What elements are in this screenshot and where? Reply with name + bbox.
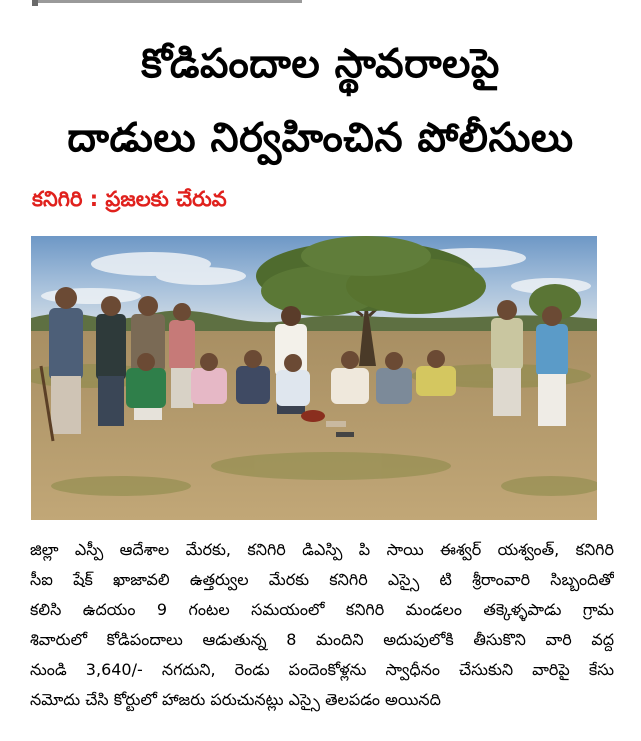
news-photo: [31, 236, 597, 520]
article-body: [30, 535, 614, 715]
headline-line-2: దాడులు నిర్వహించిన పోలీసులు: [67, 115, 574, 161]
body-line: జిల్లా ఎస్పీ ఆదేశాల మేరకు, కనిగిరి డిఎస్పి పి సాయి ఈశ్వర్ యశ్వంత్, కనిగిరి: [30, 540, 614, 559]
top-cropped-strip: [32, 0, 302, 6]
body-line: నుండి 3,640/- నగదుని, రెండు పందెంకోళ్లను స్వాధీనం చేసుకుని వారిపై కేసు: [30, 660, 614, 679]
dateline: కనిగిరి : ప్రజలకు చేరువ: [32, 187, 227, 211]
body-line: శివారులో కోడిపందాలు ఆడుతున్న 8 మందిని అదుపులోకి తీసుకొని వారి వద్ద: [30, 630, 614, 649]
body-line: నమోదు చేసి కోర్టులో హాజరు పరుచునట్లు ఎస్సై తెలపడం అయినది: [30, 690, 441, 709]
cropped-text-remnant: [32, 0, 302, 3]
body-line: కలిసి ఉదయం 9 గంటల సమయంలో కనిగిరి మండలం తక్కెళ్ళపాడు గ్రామ: [30, 600, 614, 619]
cropped-text-tick: [32, 0, 38, 6]
body-line: సీఐ షేక్ ఖాజావలి ఉత్తర్వుల మేరకు కనిగిరి ఎస్సై టి శ్రీరాంవారి సిబ్బందితో: [30, 570, 614, 589]
headline-line-1: కోడిపందాల స్థావరాలపై: [141, 41, 500, 87]
